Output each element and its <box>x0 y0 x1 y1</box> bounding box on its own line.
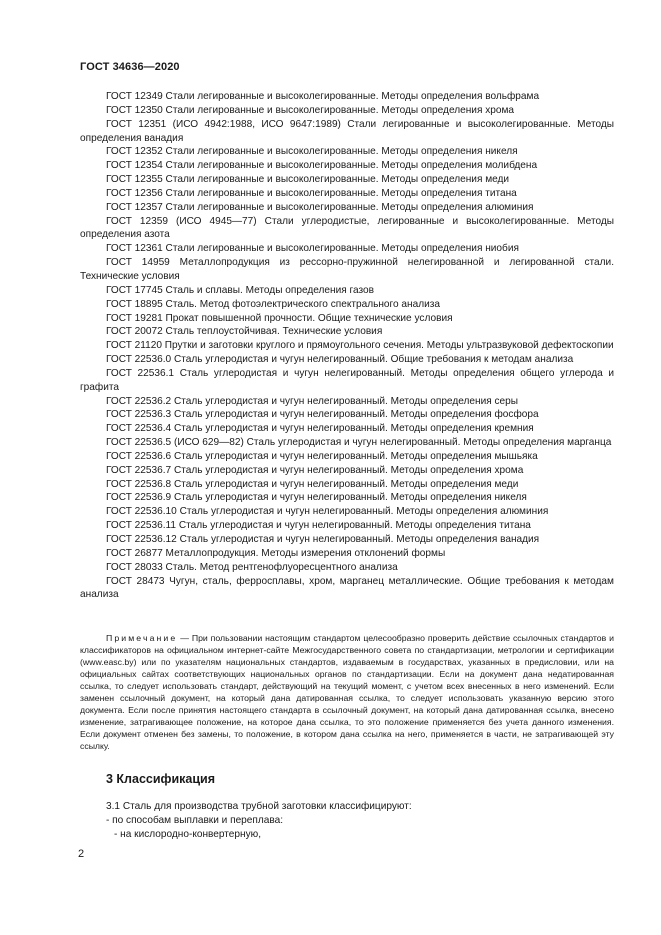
reference-item: ГОСТ 22536.10 Сталь углеродистая и чугун нелегированный. Методы определения алюминия <box>106 506 549 518</box>
reference-item: ГОСТ 22536.6 Сталь углеродистая и чугун нелегированный. Методы определения мышьяка <box>106 450 538 462</box>
reference-item: ГОСТ 12357 Стали легированные и высоколегированные. Методы определения алюминия <box>106 201 534 213</box>
reference-item: ГОСТ 22536.0 Сталь углеродистая и чугун нелегированный. Общие требования к методам анализа <box>106 354 574 366</box>
reference-item: ГОСТ 22536.12 Сталь углеродистая и чугун нелегированный. Методы определения ванадия <box>106 534 540 545</box>
reference-item: ГОСТ 22536.4 Сталь углеродистая и чугун нелегированный. Методы определения кремния <box>106 423 534 435</box>
reference-item: ГОСТ 22536.9 Сталь углеродистая и чугун нелегированный. Методы определения никеля <box>106 492 527 504</box>
note-label: Примечание <box>106 633 178 643</box>
reference-item: ГОСТ 28033 Сталь. Метод рентгенофлуоресцентного анализа <box>106 561 398 573</box>
reference-item: ГОСТ 22536.11 Сталь углеродистая и чугун нелегированный. Методы определения титана <box>106 520 531 532</box>
reference-item: ГОСТ 12349 Стали легированные и высоколегированные. Методы определения вольфрама <box>106 91 540 102</box>
reference-item: ГОСТ 22536.3 Сталь углеродистая и чугун нелегированный. Методы определения фосфора <box>106 409 539 421</box>
reference-item: ГОСТ 18895 Сталь. Метод фотоэлектрического спектрального анализа <box>106 298 440 310</box>
page-number: 2 <box>78 848 85 860</box>
reference-item: ГОСТ 12356 Стали легированные и высоколегированные. Методы определения титана <box>106 187 517 199</box>
reference-item: ГОСТ 12352 Стали легированные и высоколегированные. Методы определения никеля <box>106 146 518 158</box>
reference-item: ГОСТ 12350 Стали легированные и высоколегированные. Методы определения хрома <box>106 104 515 116</box>
reference-item: ГОСТ 22536.1 Сталь углеродистая и чугун нелегированный. Методы определения общего углерода и графита <box>80 367 614 393</box>
reference-item: ГОСТ 14959 Металлопродукция из рессорно-пружинной нелегированной и легированной стали. Технические условия <box>80 257 614 282</box>
reference-item: ГОСТ 21120 Прутки и заготовки круглого и прямоугольного сечения. Методы ультразвуковой дефектоскопии <box>106 340 614 352</box>
reference-item: ГОСТ 26877 Металлопродукция. Методы измерения отклонений формы <box>106 547 446 559</box>
reference-item: ГОСТ 12351 (ИСО 4942:1988, ИСО 9647:1989) Стали легированные и высоколегированные. Методы определения ванадия <box>80 118 614 144</box>
note-paragraph <box>80 632 614 752</box>
clause-3-1: 3.1 Сталь для производства трубной заготовки классифицируют: <box>106 801 412 812</box>
list-item: - по способам выплавки и переплава: <box>106 815 284 826</box>
section-body <box>80 800 614 842</box>
normative-references-list <box>80 90 614 602</box>
section-title: 3 Классификация <box>106 772 216 786</box>
reference-item: ГОСТ 12355 Стали легированные и высоколегированные. Методы определения меди <box>106 174 510 186</box>
reference-item: ГОСТ 12361 Стали легированные и высоколегированные. Методы определения ниобия <box>106 243 519 255</box>
reference-item: ГОСТ 22536.8 Сталь углеродистая и чугун нелегированный. Методы определения меди <box>106 478 519 490</box>
reference-item: ГОСТ 28473 Чугун, сталь, ферросплавы, хром, марганец металлические. Общие требования к методам анализа <box>80 575 614 601</box>
reference-item: ГОСТ 12354 Стали легированные и высоколегированные. Методы определения молибдена <box>106 160 538 172</box>
reference-item: ГОСТ 12359 (ИСО 4945—77) Стали углеродистые, легированные и высоколегированные. Методы определения азота <box>80 215 614 241</box>
reference-item: ГОСТ 22536.7 Сталь углеродистая и чугун нелегированный. Методы определения хрома <box>106 464 524 476</box>
list-subitem: - на кислородно-конвертерную, <box>114 829 262 840</box>
reference-item: ГОСТ 20072 Сталь теплоустойчивая. Технические условия <box>106 326 383 338</box>
reference-item: ГОСТ 22536.5 (ИСО 629—82) Сталь углеродистая и чугун нелегированный. Методы определения марганца <box>106 437 612 449</box>
reference-item: ГОСТ 22536.2 Сталь углеродистая и чугун нелегированный. Методы определения серы <box>106 395 519 407</box>
note-text: — При пользовании настоящим стандартом целесообразно проверить действие ссылочных стандартов и классификаторов на официальном интернет-сайте Межгосударственного совета по стандартизации, метрологии и сертификации (www.easc.by) или по указателям национальных стандартов, издаваемым в государствах, указанных в предисловии, или на официальных сайтах соответствующих национальных органов по стандартизации. Если на документ дана недатированная ссылка, то следует использовать стандарт, действующий на текущий момент, с учетом всех внесенных в него изменений. Если заменен ссылочный документ, на который дана датированная ссылка, то следует использовать указанную версию этого документа. Если после принятия настоящего стандарта в ссылочный документ, на который дана датированная ссылка, внесено изменение, затрагивающее положение, на которое дана ссылка, то это положение применяется без учета данного изменения. Если документ отменен без замены, то положение, в котором дана ссылка на него, применяется в части, не затрагивающей эту ссылку. <box>80 633 614 752</box>
reference-item: ГОСТ 19281 Прокат повышенной прочности. Общие технические условия <box>106 312 453 324</box>
document-header: ГОСТ 34636—2020 <box>80 61 180 73</box>
reference-item: ГОСТ 17745 Сталь и сплавы. Методы определения газов <box>106 284 374 296</box>
